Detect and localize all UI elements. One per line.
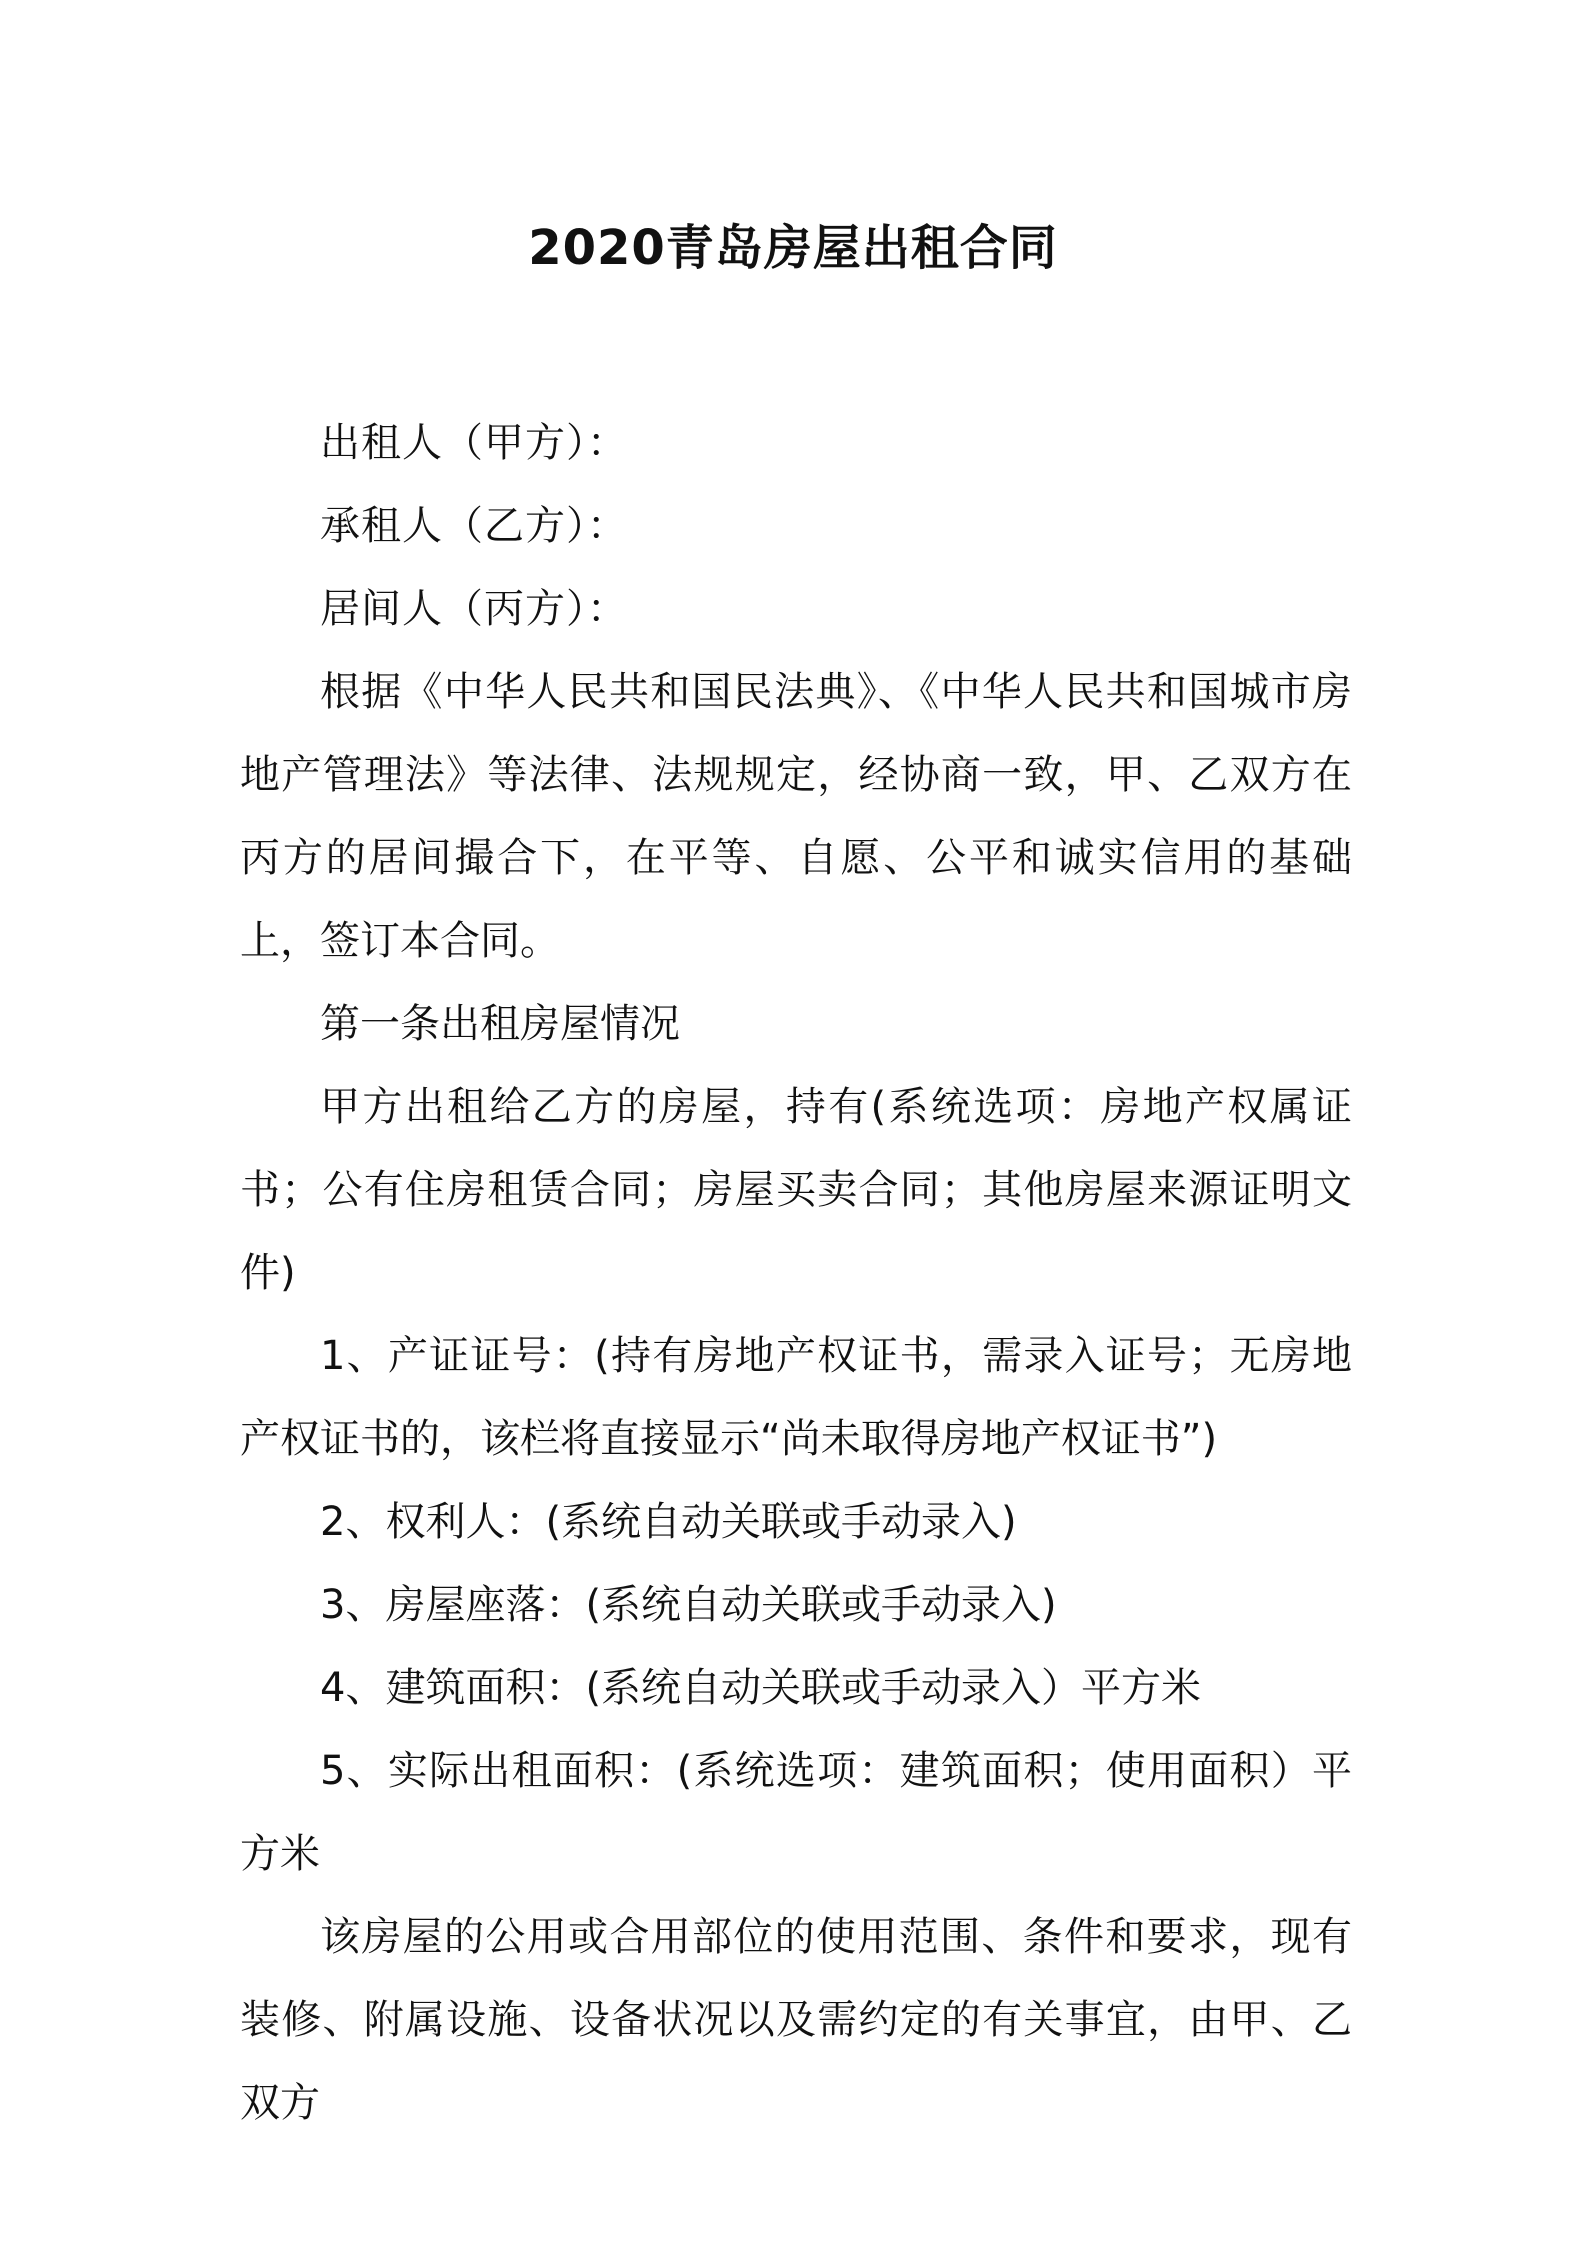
article1-intro: 甲方出租给乙方的房屋，持有(系统选项：房地产权属证书；公有住房租赁合同；房屋买卖合同；其他房屋来源证明文件) (240, 1084, 1352, 1296)
party-intermediary: 居间人（丙方）： (320, 586, 628, 632)
article1-item-4: 4、建筑面积：(系统自动关联或手动录入）平方米 (320, 1665, 1202, 1711)
article1-item-3: 3、房屋座落：(系统自动关联或手动录入) (320, 1582, 1057, 1628)
party-lessee: 承租人（乙方）： (320, 503, 628, 549)
page-title: 2020青岛房屋出租合同 (528, 220, 1058, 276)
party-lessor: 出租人（甲方）： (320, 420, 628, 466)
article1-closing: 该房屋的公用或合用部位的使用范围、条件和要求，现有装修、附属设施、设备状况以及需约定的有关事宜，由甲、乙双方 (240, 1914, 1352, 2126)
article1-item-2: 2、权利人：(系统自动关联或手动录入) (320, 1499, 1017, 1545)
contract-body (240, 402, 1352, 2145)
article1-item-1: 1、产证证号：(持有房地产权证书，需录入证号；无房地产权证书的，该栏将直接显示“尚未取得房地产权证书”) (240, 1333, 1352, 1462)
preamble-paragraph: 根据《中华人民共和国民法典》、《中华人民共和国城市房地产管理法》等法律、法规规定，经协商一致，甲、乙双方在丙方的居间撮合下，在平等、自愿、公平和诚实信用的基础上，签订本合同。 (240, 669, 1352, 964)
article1-item-5: 5、实际出租面积：(系统选项：建筑面积；使用面积）平方米 (240, 1748, 1352, 1877)
article1-heading: 第一条出租房屋情况 (320, 1001, 680, 1047)
